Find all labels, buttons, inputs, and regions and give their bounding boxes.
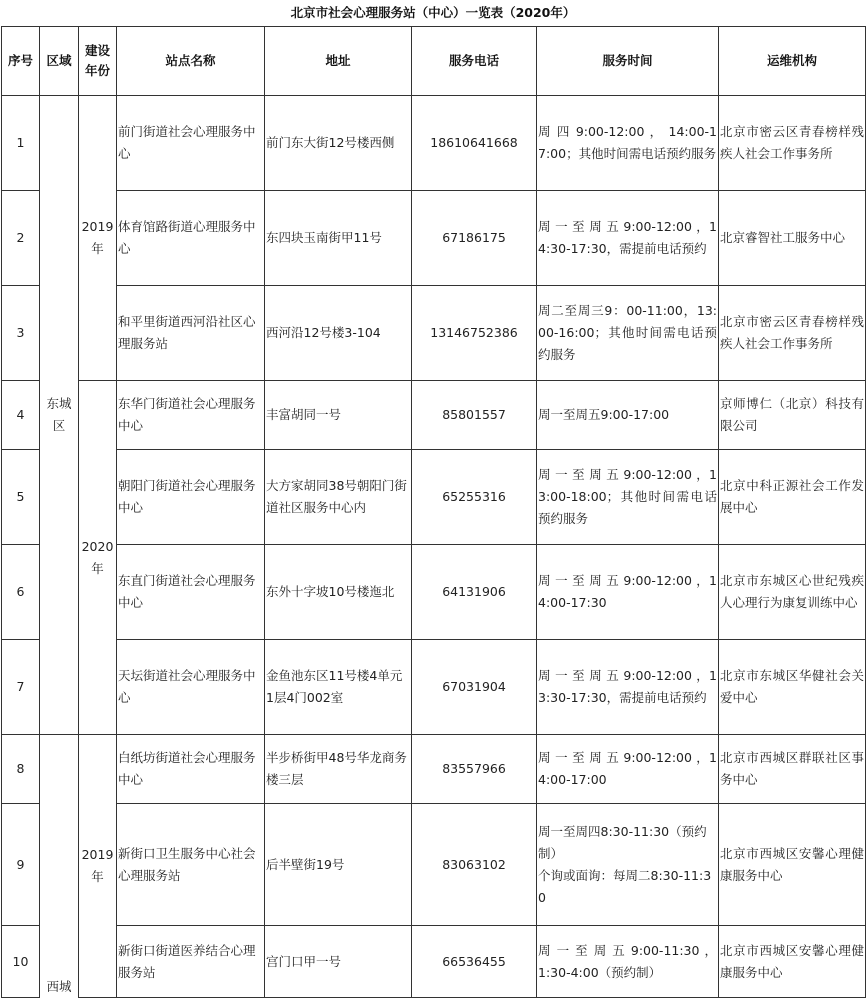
station-phone: 64131906 [412,545,537,640]
station-name: 朝阳门街道社会心理服务中心 [117,450,265,545]
operator: 北京市东城区心世纪残疾人心理行为康复训练中心 [719,545,866,640]
station-name: 东华门街道社会心理服务中心 [117,381,265,450]
station-address: 金鱼池东区11号楼4单元1层4门002室 [265,640,412,735]
service-hours: 周 一 至 周 五 9:00-12:00 ，14:30-17:30，需提前电话预约 [537,191,719,286]
station-address: 大方家胡同38号朝阳门街道社区服务中心内 [265,450,412,545]
station-name: 和平里街道西河沿社区心理服务站 [117,286,265,381]
header-address: 地址 [265,27,412,96]
service-hours-line: 周一至周四8:30-11:30（预约制） [538,823,707,861]
row-no: 1 [2,96,40,191]
page-title: 北京市社会心理服务站（中心）一览表（2020年） [290,5,576,20]
row-no: 8 [2,735,40,804]
row-no: 3 [2,286,40,381]
row-no: 10 [2,926,40,998]
station-name: 新街口街道医养结合心理服务站 [117,926,265,998]
station-address: 西河沿12号楼3-104 [265,286,412,381]
service-hours: 周一至周五9:00-17:00 [537,381,719,450]
table-row [2,804,866,926]
header-row [2,27,866,96]
station-name: 白纸坊街道社会心理服务中心 [117,735,265,804]
operator: 北京市西城区群联社区事务中心 [719,735,866,804]
service-hours: 周 一 至 周 五 9:00-12:00 ，14:00-17:00 [537,735,719,804]
row-no: 5 [2,450,40,545]
service-hours: 周二至周三9：00-11:00，13:00-16:00；其他时间需电话预约服务 [537,286,719,381]
row-no: 7 [2,640,40,735]
service-hours: 周 一 至 周 五 9:00-11:30 ，1:30-4:00（预约制） [537,926,719,998]
operator: 北京市密云区青春榜样残疾人社会工作事务所 [719,286,866,381]
header-name: 站点名称 [117,27,265,96]
year-cell: 2019年 [79,96,117,381]
region-cell: 西城 [40,735,79,998]
table-row [2,450,866,545]
station-phone: 67031904 [412,640,537,735]
station-address: 东外十字坡10号楼迤北 [265,545,412,640]
station-phone: 83557966 [412,735,537,804]
table-row [2,191,866,286]
station-phone: 18610641668 [412,96,537,191]
header-region: 区域 [40,27,79,96]
station-phone: 85801557 [412,381,537,450]
station-phone: 66536455 [412,926,537,998]
header-year: 建设年份 [79,27,117,96]
station-address: 丰富胡同一号 [265,381,412,450]
station-name: 天坛街道社会心理服务中心 [117,640,265,735]
station-address: 前门东大街12号楼西侧 [265,96,412,191]
operator: 北京中科正源社会工作发展中心 [719,450,866,545]
table-row [2,545,866,640]
operator: 北京市西城区安馨心理健康服务中心 [719,926,866,998]
station-address: 东四块玉南街甲11号 [265,191,412,286]
year-cell: 2019年 [79,735,117,998]
table-row [2,735,866,804]
service-hours: 周 一 至 周 五 9:00-12:00 ，13:00-18:00；其他时间需电话预约服务 [537,450,719,545]
table-row [2,926,866,998]
year-cell: 2020年 [79,381,117,735]
operator: 京师博仁（北京）科技有限公司 [719,381,866,450]
service-station-table [1,26,866,998]
row-no: 4 [2,381,40,450]
station-name: 前门街道社会心理服务中心 [117,96,265,191]
table-row [2,286,866,381]
station-address: 后半壁街19号 [265,804,412,926]
operator: 北京睿智社工服务中心 [719,191,866,286]
service-hours-line: 个询或面询：每周二8:30-11:30 [538,867,712,905]
station-phone: 83063102 [412,804,537,926]
station-phone: 13146752386 [412,286,537,381]
row-no: 2 [2,191,40,286]
header-no: 序号 [2,27,40,96]
service-hours: 周 四 9:00-12:00 ， 14:00-17:00；其他时间需电话预约服务 [537,96,719,191]
station-name: 新街口卫生服务中心社会心理服务站 [117,804,265,926]
table-row [2,381,866,450]
station-address: 宫门口甲一号 [265,926,412,998]
service-hours: 周 一 至 周 五 9:00-12:00 ，13:30-17:30，需提前电话预约 [537,640,719,735]
operator: 北京市西城区安馨心理健康服务中心 [719,804,866,926]
row-no: 6 [2,545,40,640]
row-no: 9 [2,804,40,926]
service-hours [537,804,719,926]
header-hours: 服务时间 [537,27,719,96]
station-phone: 65255316 [412,450,537,545]
table-row [2,640,866,735]
station-name: 体育馆路街道心理服务中心 [117,191,265,286]
station-address: 半步桥街甲48号华龙商务楼三层 [265,735,412,804]
station-name: 东直门街道社会心理服务中心 [117,545,265,640]
service-hours: 周 一 至 周 五 9:00-12:00 ，14:00-17:30 [537,545,719,640]
station-phone: 67186175 [412,191,537,286]
table-row [2,96,866,191]
header-operator: 运维机构 [719,27,866,96]
region-cell: 东城区 [40,96,79,735]
operator: 北京市东城区华健社会关爱中心 [719,640,866,735]
header-phone: 服务电话 [412,27,537,96]
operator: 北京市密云区青春榜样残疾人社会工作事务所 [719,96,866,191]
